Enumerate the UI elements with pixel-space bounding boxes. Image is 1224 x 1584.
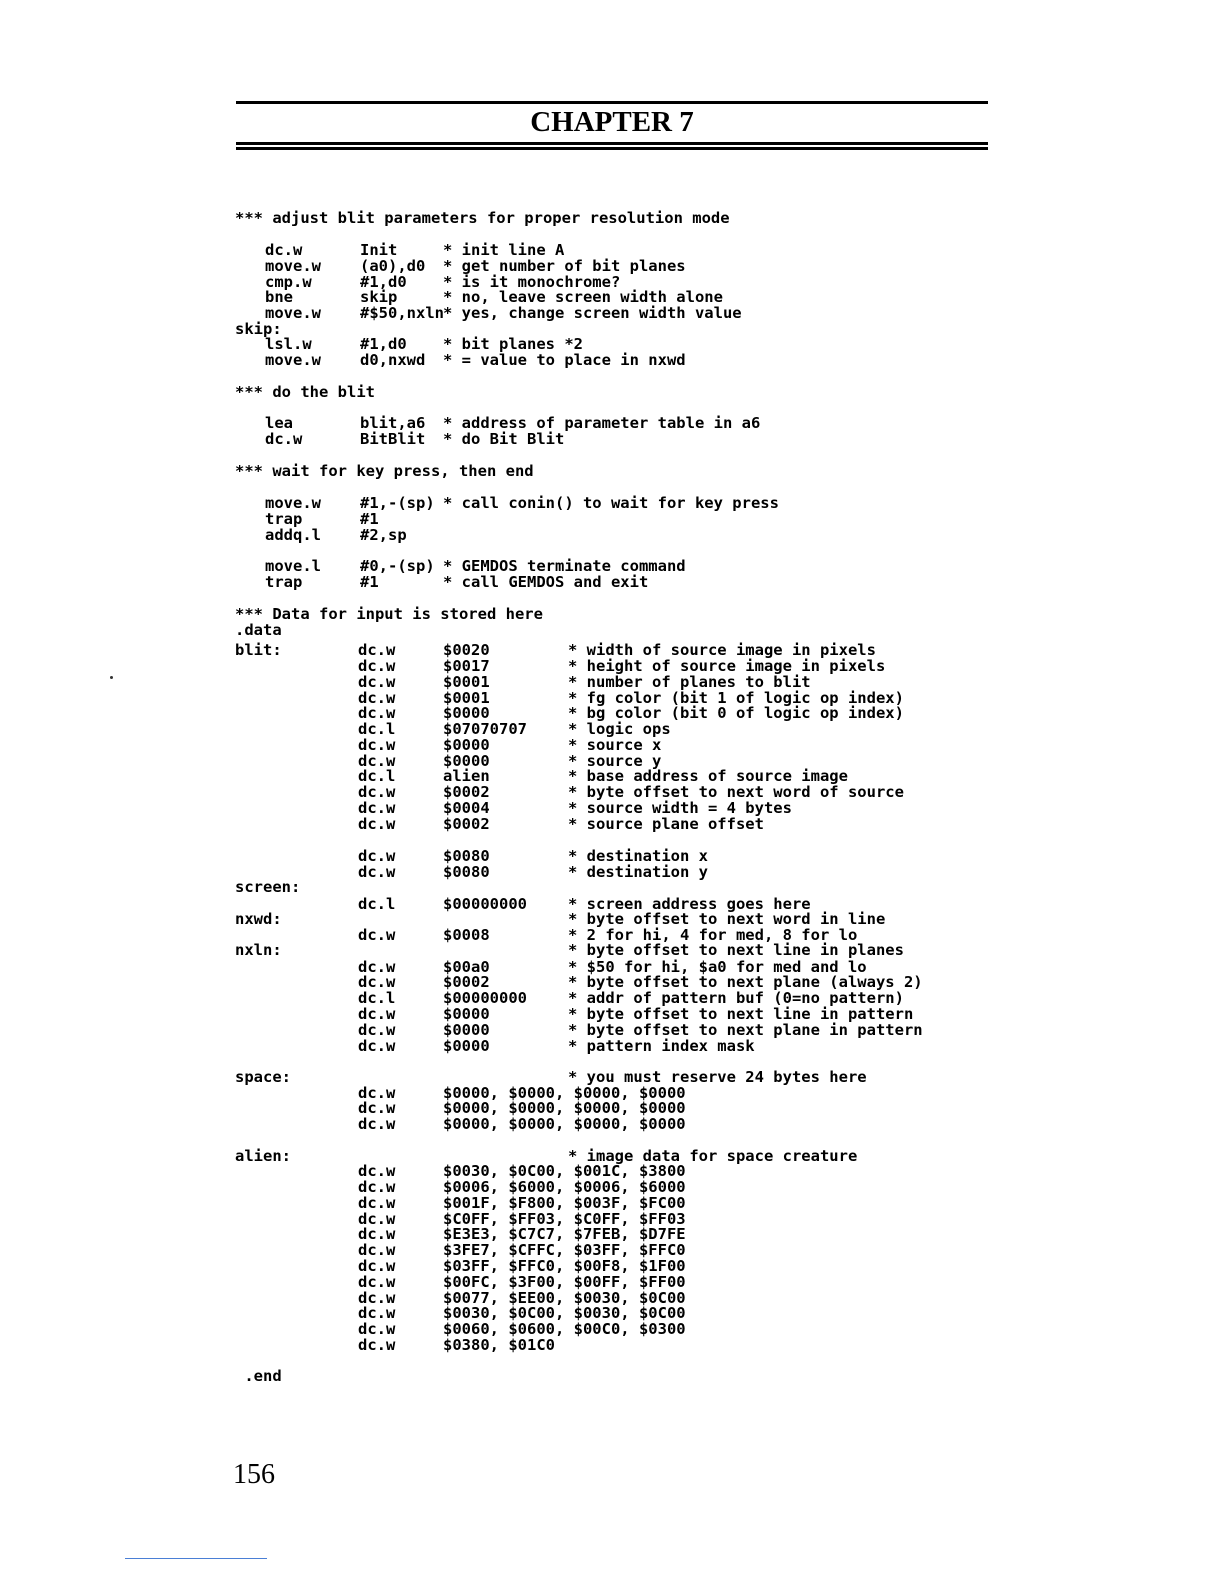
line-directive: dc.w bbox=[358, 1289, 396, 1307]
line-comment: * destination y bbox=[568, 863, 708, 881]
line-comment: * destination x bbox=[568, 847, 708, 865]
listing-line bbox=[0, 242, 1224, 258]
listing-line bbox=[0, 210, 1224, 226]
listing-line bbox=[0, 1242, 1224, 1258]
listing-line bbox=[0, 848, 1224, 864]
line-comment: * byte offset to next plane (always 2) bbox=[568, 973, 923, 991]
line-comment: * source plane offset bbox=[568, 815, 764, 833]
line-value: * do Bit Blit bbox=[443, 430, 565, 448]
line-operand: d0,nxwd bbox=[360, 351, 426, 369]
line-value: $0004 bbox=[443, 799, 490, 817]
listing-line bbox=[0, 1116, 1224, 1132]
line-directive: dc.w bbox=[358, 958, 396, 976]
line-operand: (a0),d0 bbox=[360, 257, 426, 275]
line-value: * call GEMDOS and exit bbox=[443, 573, 649, 591]
line-operand: #1,-(sp) bbox=[360, 494, 435, 512]
listing-line bbox=[0, 1321, 1224, 1337]
line-opcode: move.w bbox=[265, 257, 321, 275]
listing-line bbox=[0, 305, 1224, 321]
line-opcode: trap bbox=[265, 573, 303, 591]
line-opcode: dc.w bbox=[265, 430, 303, 448]
line-value: $0020 bbox=[443, 641, 490, 659]
line-comment: * source y bbox=[568, 752, 662, 770]
line-comment: * you must reserve 24 bytes here bbox=[568, 1068, 867, 1086]
line-label: *** wait for key press, then end bbox=[235, 462, 534, 480]
line-value: $001F, $F800, $003F, $FC00 bbox=[443, 1194, 686, 1212]
listing-line bbox=[0, 511, 1224, 527]
line-directive: dc.w bbox=[358, 704, 396, 722]
line-opcode: addq.l bbox=[265, 526, 321, 544]
line-opcode: move.w bbox=[265, 494, 321, 512]
listing-line bbox=[0, 942, 1224, 958]
line-value: $0080 bbox=[443, 847, 490, 865]
listing-line bbox=[0, 1006, 1224, 1022]
listing-line bbox=[0, 864, 1224, 880]
listing-line bbox=[0, 1069, 1224, 1085]
line-value: $0077, $EE00, $0030, $0C00 bbox=[443, 1289, 686, 1307]
line-comment: * source x bbox=[568, 736, 662, 754]
line-label: nxwd: bbox=[235, 910, 282, 928]
line-comment: * fg color (bit 1 of logic op index) bbox=[568, 689, 904, 707]
listing-line bbox=[0, 1274, 1224, 1290]
line-directive: dc.w bbox=[358, 657, 396, 675]
line-directive: dc.w bbox=[358, 641, 396, 659]
footer-line bbox=[125, 1558, 267, 1559]
line-directive: dc.w bbox=[358, 752, 396, 770]
line-value: $00000000 bbox=[443, 989, 527, 1007]
line-label: *** do the blit bbox=[235, 383, 375, 401]
line-value: $0008 bbox=[443, 926, 490, 944]
line-directive: dc.w bbox=[358, 1194, 396, 1212]
line-directive: dc.w bbox=[358, 1084, 396, 1102]
listing-line bbox=[0, 658, 1224, 674]
listing-line bbox=[0, 258, 1224, 274]
listing-line bbox=[0, 879, 1224, 895]
line-operand: Init bbox=[360, 241, 398, 259]
line-value: $07070707 bbox=[443, 720, 527, 738]
line-operand: blit,a6 bbox=[360, 414, 426, 432]
line-directive: dc.w bbox=[358, 815, 396, 833]
line-value: $0000, $0000, $0000, $0000 bbox=[443, 1099, 686, 1117]
line-value: * yes, change screen width value bbox=[443, 304, 742, 322]
line-value: $0030, $0C00, $0030, $0C00 bbox=[443, 1304, 686, 1322]
line-value: $0002 bbox=[443, 783, 490, 801]
line-comment: * height of source image in pixels bbox=[568, 657, 886, 675]
line-directive: dc.w bbox=[358, 736, 396, 754]
line-label: *** adjust blit parameters for proper resolution mode bbox=[235, 209, 730, 227]
line-operand: #1,d0 bbox=[360, 335, 407, 353]
listing-line bbox=[0, 737, 1224, 753]
line-comment: * byte offset to next word of source bbox=[568, 783, 904, 801]
line-directive: dc.l bbox=[358, 767, 396, 785]
listing-line bbox=[0, 705, 1224, 721]
page-number: 156 bbox=[233, 1459, 275, 1490]
line-comment: * byte offset to next line in pattern bbox=[568, 1005, 914, 1023]
line-comment: * $50 for hi, $a0 for med and lo bbox=[568, 958, 867, 976]
line-value: alien bbox=[443, 767, 490, 785]
listing-line bbox=[0, 1163, 1224, 1179]
line-value: $0000 bbox=[443, 1021, 490, 1039]
line-comment: * base address of source image bbox=[568, 767, 848, 785]
line-directive: dc.w bbox=[358, 926, 396, 944]
line-value: $C0FF, $FF03, $C0FF, $FF03 bbox=[443, 1210, 686, 1228]
line-label: skip: bbox=[235, 320, 282, 338]
line-directive: dc.w bbox=[358, 1099, 396, 1117]
line-comment: * byte offset to next line in planes bbox=[568, 941, 904, 959]
line-label: space: bbox=[235, 1068, 291, 1086]
listing-line bbox=[0, 352, 1224, 368]
line-value: * get number of bit planes bbox=[443, 257, 686, 275]
line-value: * init line A bbox=[443, 241, 565, 259]
line-directive: dc.w bbox=[358, 689, 396, 707]
line-value: $03FF, $FFC0, $00F8, $1F00 bbox=[443, 1257, 686, 1275]
line-directive: dc.w bbox=[358, 973, 396, 991]
line-value: $0017 bbox=[443, 657, 490, 675]
line-label: .end bbox=[235, 1367, 282, 1385]
line-value: * = value to place in nxwd bbox=[443, 351, 686, 369]
line-value: $0000 bbox=[443, 752, 490, 770]
line-directive: dc.w bbox=[358, 863, 396, 881]
line-value: $0000, $0000, $0000, $0000 bbox=[443, 1084, 686, 1102]
line-operand: #$50,nxln bbox=[360, 304, 444, 322]
listing-line bbox=[0, 1368, 1224, 1384]
line-comment: * width of source image in pixels bbox=[568, 641, 876, 659]
line-comment: * pattern index mask bbox=[568, 1037, 755, 1055]
listing-line bbox=[0, 415, 1224, 431]
listing-line bbox=[0, 336, 1224, 352]
line-directive: dc.w bbox=[358, 1304, 396, 1322]
line-operand: #1 bbox=[360, 510, 379, 528]
line-opcode: cmp.w bbox=[265, 273, 312, 291]
line-comment: * byte offset to next plane in pattern bbox=[568, 1021, 923, 1039]
line-directive: dc.l bbox=[358, 720, 396, 738]
line-directive: dc.w bbox=[358, 1115, 396, 1133]
line-comment: * 2 for hi, 4 for med, 8 for lo bbox=[568, 926, 858, 944]
listing-line bbox=[0, 768, 1224, 784]
listing-line bbox=[0, 289, 1224, 305]
listing-line bbox=[0, 1038, 1224, 1054]
listing-line bbox=[0, 674, 1224, 690]
line-directive: dc.w bbox=[358, 1336, 396, 1354]
listing-line bbox=[0, 622, 1224, 638]
listing-line bbox=[0, 321, 1224, 337]
line-directive: dc.w bbox=[358, 1005, 396, 1023]
line-label: screen: bbox=[235, 878, 301, 896]
line-value: $0000 bbox=[443, 1037, 490, 1055]
line-label: blit: bbox=[235, 641, 282, 659]
line-opcode: lsl.w bbox=[265, 335, 312, 353]
listing-line bbox=[0, 1179, 1224, 1195]
line-directive: dc.w bbox=[358, 1273, 396, 1291]
line-value: * GEMDOS terminate command bbox=[443, 557, 686, 575]
line-value: $0000 bbox=[443, 704, 490, 722]
line-opcode: lea bbox=[265, 414, 293, 432]
line-directive: dc.w bbox=[358, 1225, 396, 1243]
listing-line bbox=[0, 642, 1224, 658]
listing-line bbox=[0, 800, 1224, 816]
line-label: .data bbox=[235, 621, 282, 639]
line-value: $0080 bbox=[443, 863, 490, 881]
line-value: * no, leave screen width alone bbox=[443, 288, 723, 306]
line-value: $0002 bbox=[443, 815, 490, 833]
line-directive: dc.w bbox=[358, 1210, 396, 1228]
listing-line bbox=[0, 784, 1224, 800]
line-directive: dc.w bbox=[358, 1178, 396, 1196]
line-value: $0060, $0600, $00C0, $0300 bbox=[443, 1320, 686, 1338]
listing-line bbox=[0, 816, 1224, 832]
line-opcode: trap bbox=[265, 510, 303, 528]
listing-line bbox=[0, 384, 1224, 400]
line-label: nxln: bbox=[235, 941, 282, 959]
line-comment: * screen address goes here bbox=[568, 895, 811, 913]
listing-line bbox=[0, 558, 1224, 574]
line-operand: #0,-(sp) bbox=[360, 557, 435, 575]
line-value: * is it monochrome? bbox=[443, 273, 621, 291]
line-comment: * logic ops bbox=[568, 720, 671, 738]
line-operand: #1,d0 bbox=[360, 273, 407, 291]
line-opcode: move.w bbox=[265, 351, 321, 369]
listing-line bbox=[0, 1100, 1224, 1116]
line-value: $E3E3, $C7C7, $7FEB, $D7FE bbox=[443, 1225, 686, 1243]
line-value: $0002 bbox=[443, 973, 490, 991]
line-operand: #2,sp bbox=[360, 526, 407, 544]
line-directive: dc.w bbox=[358, 1241, 396, 1259]
line-directive: dc.w bbox=[358, 799, 396, 817]
line-opcode: bne bbox=[265, 288, 293, 306]
line-directive: dc.w bbox=[358, 1021, 396, 1039]
line-directive: dc.l bbox=[358, 989, 396, 1007]
line-opcode: move.w bbox=[265, 304, 321, 322]
line-directive: dc.w bbox=[358, 847, 396, 865]
line-comment: * source width = 4 bytes bbox=[568, 799, 792, 817]
listing-line bbox=[0, 1226, 1224, 1242]
line-value: * address of parameter table in a6 bbox=[443, 414, 761, 432]
line-value: * bit planes *2 bbox=[443, 335, 583, 353]
line-opcode: move.l bbox=[265, 557, 321, 575]
listing-line bbox=[0, 527, 1224, 543]
line-directive: dc.w bbox=[358, 1162, 396, 1180]
line-value: $0030, $0C00, $001C, $3800 bbox=[443, 1162, 686, 1180]
line-directive: dc.w bbox=[358, 673, 396, 691]
chapter-title: CHAPTER 7 bbox=[530, 106, 694, 138]
line-operand: BitBlit bbox=[360, 430, 426, 448]
line-value: $0006, $6000, $0006, $6000 bbox=[443, 1178, 686, 1196]
listing-line bbox=[0, 1337, 1224, 1353]
listing-line bbox=[0, 1305, 1224, 1321]
line-directive: dc.w bbox=[358, 783, 396, 801]
listing-line bbox=[0, 974, 1224, 990]
line-directive: dc.w bbox=[358, 1037, 396, 1055]
line-comment: * addr of pattern buf (0=no pattern) bbox=[568, 989, 904, 1007]
line-opcode: dc.w bbox=[265, 241, 303, 259]
line-value: $0001 bbox=[443, 689, 490, 707]
listing-line bbox=[0, 574, 1224, 590]
listing-line bbox=[0, 1258, 1224, 1274]
line-value: $0380, $01C0 bbox=[443, 1336, 555, 1354]
listing-line bbox=[0, 606, 1224, 622]
line-comment: * byte offset to next word in line bbox=[568, 910, 886, 928]
line-comment: * bg color (bit 0 of logic op index) bbox=[568, 704, 904, 722]
line-directive: dc.w bbox=[358, 1257, 396, 1275]
line-value: $3FE7, $CFFC, $03FF, $FFC0 bbox=[443, 1241, 686, 1259]
line-comment: * image data for space creature bbox=[568, 1147, 858, 1165]
line-operand: skip bbox=[360, 288, 398, 306]
listing-line bbox=[0, 721, 1224, 737]
line-label: alien: bbox=[235, 1147, 291, 1165]
line-value: * call conin() to wait for key press bbox=[443, 494, 779, 512]
line-value: $0001 bbox=[443, 673, 490, 691]
listing-line bbox=[0, 495, 1224, 511]
line-value: $00000000 bbox=[443, 895, 527, 913]
line-operand: #1 bbox=[360, 573, 379, 591]
line-value: $00a0 bbox=[443, 958, 490, 976]
line-directive: dc.l bbox=[358, 895, 396, 913]
line-value: $0000, $0000, $0000, $0000 bbox=[443, 1115, 686, 1133]
line-comment: * number of planes to blit bbox=[568, 673, 811, 691]
listing-line bbox=[0, 1195, 1224, 1211]
line-directive: dc.w bbox=[358, 1320, 396, 1338]
line-value: $0000 bbox=[443, 1005, 490, 1023]
listing-line bbox=[0, 990, 1224, 1006]
line-value: $0000 bbox=[443, 736, 490, 754]
listing-line bbox=[0, 463, 1224, 479]
listing-line bbox=[0, 911, 1224, 927]
line-label: *** Data for input is stored here bbox=[235, 605, 543, 623]
listing-line bbox=[0, 1022, 1224, 1038]
listing-line bbox=[0, 431, 1224, 447]
line-value: $00FC, $3F00, $00FF, $FF00 bbox=[443, 1273, 686, 1291]
